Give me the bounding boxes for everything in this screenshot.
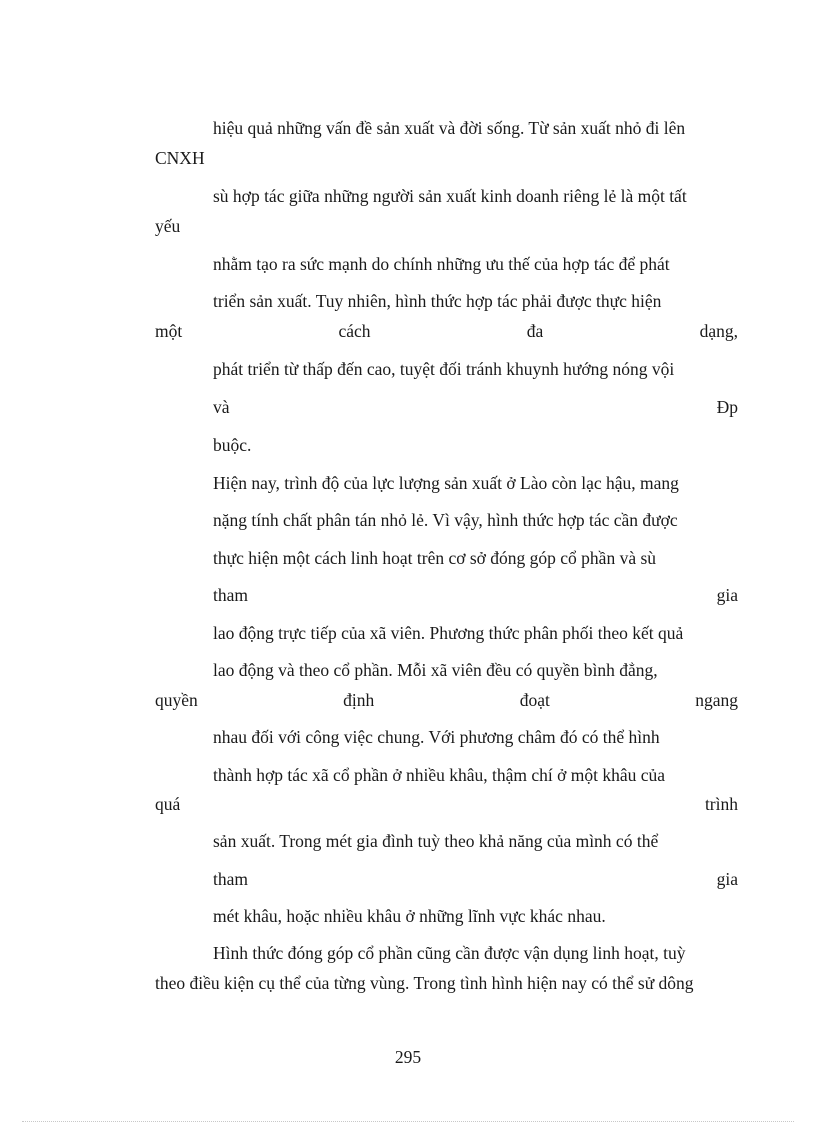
text-line: hiệu quả những vấn đề sản xuất và đời sống. Từ sản xuất nhỏ đi lên: [213, 118, 686, 138]
word: định: [343, 690, 375, 710]
text-line: thành hợp tác xã cổ phần ở nhiều khâu, thậm chí ở một khâu của: [213, 765, 666, 785]
text-line: lao động trực tiếp của xã viên. Phương thức phân phối theo kết quả: [213, 623, 684, 643]
text-line: Hiện nay, trình độ của lực lượng sản xuất ở Lào còn lạc hậu, mang: [213, 473, 679, 493]
spread-text-line: [155, 689, 738, 711]
text-line: thực hiện một cách linh hoạt trên cơ sở đóng góp cổ phần và sù: [213, 548, 657, 568]
word: và: [213, 397, 230, 417]
text-line: CNXH: [155, 148, 205, 168]
word: gia: [716, 585, 738, 605]
word: trình: [704, 794, 738, 814]
page-edge-divider: [22, 1121, 794, 1122]
text-line: Hình thức đóng góp cổ phần cũng cần được vận dụng linh hoạt, tuỳ: [213, 943, 686, 963]
text-line: phát triển từ thấp đến cao, tuyệt đối tránh khuynh hướng nóng vội: [213, 359, 675, 379]
spread-text-line: [213, 868, 738, 890]
word: dạng,: [699, 321, 738, 341]
page-number: 295: [394, 1047, 422, 1067]
word: cách: [338, 321, 371, 341]
text-line: nhau đối với công việc chung. Với phương châm đó có thể hình: [213, 727, 660, 747]
text-line: sản xuất. Trong mét gia đình tuỳ theo khả năng của mình có thể: [213, 831, 659, 851]
word: quyền: [155, 690, 198, 710]
word: đa: [526, 321, 544, 341]
word: Đp: [716, 397, 738, 417]
text-line: nhằm tạo ra sức mạnh do chính những ưu thế của hợp tác để phát: [213, 254, 670, 274]
text-line: buộc.: [213, 435, 252, 455]
word: ngang: [695, 690, 738, 710]
spread-text-line: [213, 396, 738, 418]
text-line: mét khâu, hoặc nhiều khâu ở những lĩnh vực khác nhau.: [213, 906, 606, 926]
word: quá: [155, 794, 181, 814]
word: một: [155, 321, 183, 341]
text-line: theo điều kiện cụ thể của từng vùng. Trong tình hình hiện nay có thể sử dông: [155, 973, 694, 993]
text-line: triển sản xuất. Tuy nhiên, hình thức hợp tác phải được thực hiện: [213, 291, 662, 311]
spread-text-line: [155, 320, 738, 342]
text-line: yếu: [155, 216, 181, 236]
text-line: nặng tính chất phân tán nhỏ lẻ. Vì vậy, hình thức hợp tác cần được: [213, 510, 678, 530]
spread-text-line: [155, 793, 738, 815]
word: đoạt: [519, 690, 550, 710]
spread-text-line: [213, 584, 738, 606]
word: gia: [716, 869, 738, 889]
text-line: lao động và theo cổ phần. Mỗi xã viên đều có quyền bình đẳng,: [213, 660, 658, 680]
word: tham: [213, 585, 248, 605]
word: tham: [213, 869, 248, 889]
text-line: sù hợp tác giữa những người sản xuất kinh doanh riêng lẻ là một tất: [213, 186, 687, 206]
